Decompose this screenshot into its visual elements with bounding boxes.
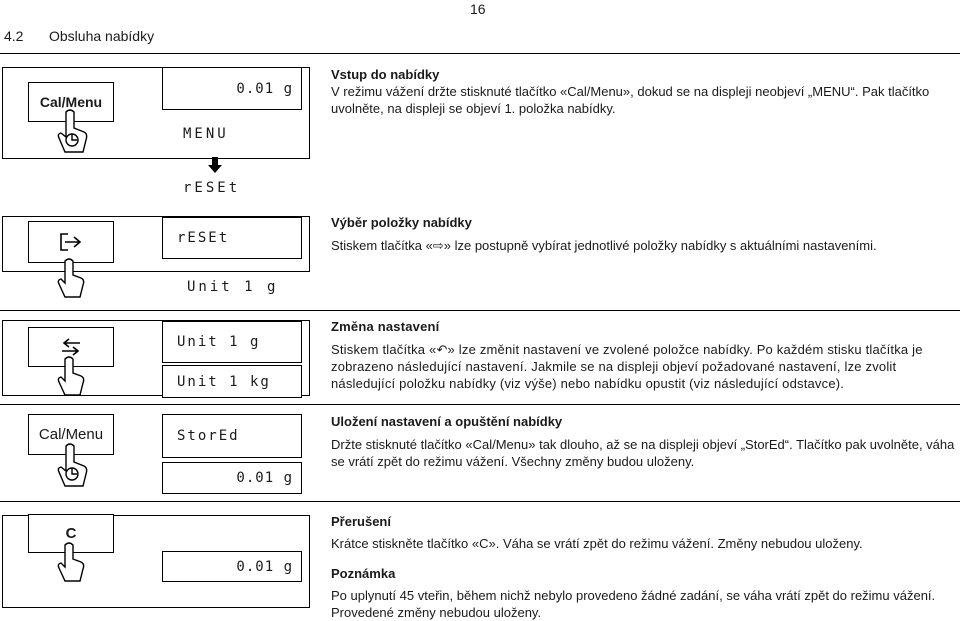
display-readout: 0.01 g xyxy=(162,462,302,494)
display-reset-text: rESEt xyxy=(183,180,241,196)
step2-body: Stiskem tlačítka «⇨» lze postupně vybírat jednotlivé položky nabídky s aktuálními nastaveními. xyxy=(331,238,877,253)
display-menu-text: MENU xyxy=(183,126,229,142)
step3-heading: Změna nastavení xyxy=(331,319,440,334)
step4-body: Držte stisknuté tlačítko «Cal/Menu» tak dlouho, až se na displeji objeví „StorEd“. Tlačítko pak uvolněte, váha se vrátí zpět do režimu vážení. Všechny změny budou uloženy. xyxy=(331,437,955,469)
step2-text xyxy=(331,214,960,254)
step1-heading: Vstup do nabídky xyxy=(331,67,440,82)
hand-press-icon xyxy=(56,542,86,584)
step4-text xyxy=(331,413,960,470)
display-unit-g: Unit 1 g xyxy=(187,279,279,295)
display-readout: 0.01 g xyxy=(162,67,302,110)
display-readout: 0.01 g xyxy=(162,551,302,582)
divider xyxy=(0,53,960,54)
cal-menu-key[interactable]: Cal/Menu xyxy=(28,414,114,455)
cal-menu-key[interactable]: Cal/Menu xyxy=(28,82,114,122)
step5-heading: Přerušení xyxy=(331,514,391,529)
divider xyxy=(0,310,960,311)
note-heading: Poznámka xyxy=(331,566,396,581)
hand-press-icon xyxy=(56,356,86,398)
section-number: 4.2 xyxy=(4,28,24,44)
arrow-right-icon xyxy=(59,233,83,251)
step3-text xyxy=(331,318,960,392)
c-key[interactable]: C xyxy=(28,514,114,553)
display-stored: StorEd xyxy=(162,414,302,458)
divider xyxy=(0,501,960,502)
hand-press-hold-icon xyxy=(56,442,92,490)
hand-press-icon xyxy=(56,258,86,300)
step3-body: Stiskem tlačítka «↶» lze změnit nastavení ve zvolené položce nabídky. Po každém stisku tlačítka je zobrazeno následující nastavení. Jakmile se na displeji objeví požadované nastavení, lze zvolit následující položku nabídky (viz výše) nebo nabídku opustit (viz následující odstavce). xyxy=(331,342,923,391)
display-reset: rESEt xyxy=(162,217,302,259)
hand-press-hold-icon xyxy=(56,108,92,156)
section-heading xyxy=(4,28,154,44)
step1-body: V režimu vážení držte stisknuté tlačítko «Cal/Menu», dokud se na displeji neobjeví „MENU“. Pak tlačítko uvolněte, na displeji se objeví 1. položka nabídky. xyxy=(331,84,930,116)
section-title: Obsluha nabídky xyxy=(49,28,155,44)
step5-body: Krátce stiskněte tlačítko «C». Váha se vrátí zpět do režimu vážení. Změny nebudou uloženy. xyxy=(331,536,863,551)
page-number: 16 xyxy=(470,1,486,17)
display-unit-kg: Unit 1 kg xyxy=(162,365,302,398)
display-unit-g: Unit 1 g xyxy=(162,321,302,363)
step4-heading: Uložení nastavení a opuštění nabídky xyxy=(331,414,563,429)
next-item-key[interactable] xyxy=(28,221,114,263)
step2-heading: Výběr položky nabídky xyxy=(331,215,472,230)
divider xyxy=(0,404,960,405)
note-body: Po uplynutí 45 vteřin, během nichž nebylo provedeno žádné zadání, se váha vrátí zpět do režimu vážení. Provedené změny nebudou uloženy. xyxy=(331,588,936,620)
step5-text xyxy=(331,513,960,621)
step1-text xyxy=(331,66,960,117)
change-arrow-icon xyxy=(60,338,82,356)
arrow-down-icon xyxy=(208,157,222,173)
